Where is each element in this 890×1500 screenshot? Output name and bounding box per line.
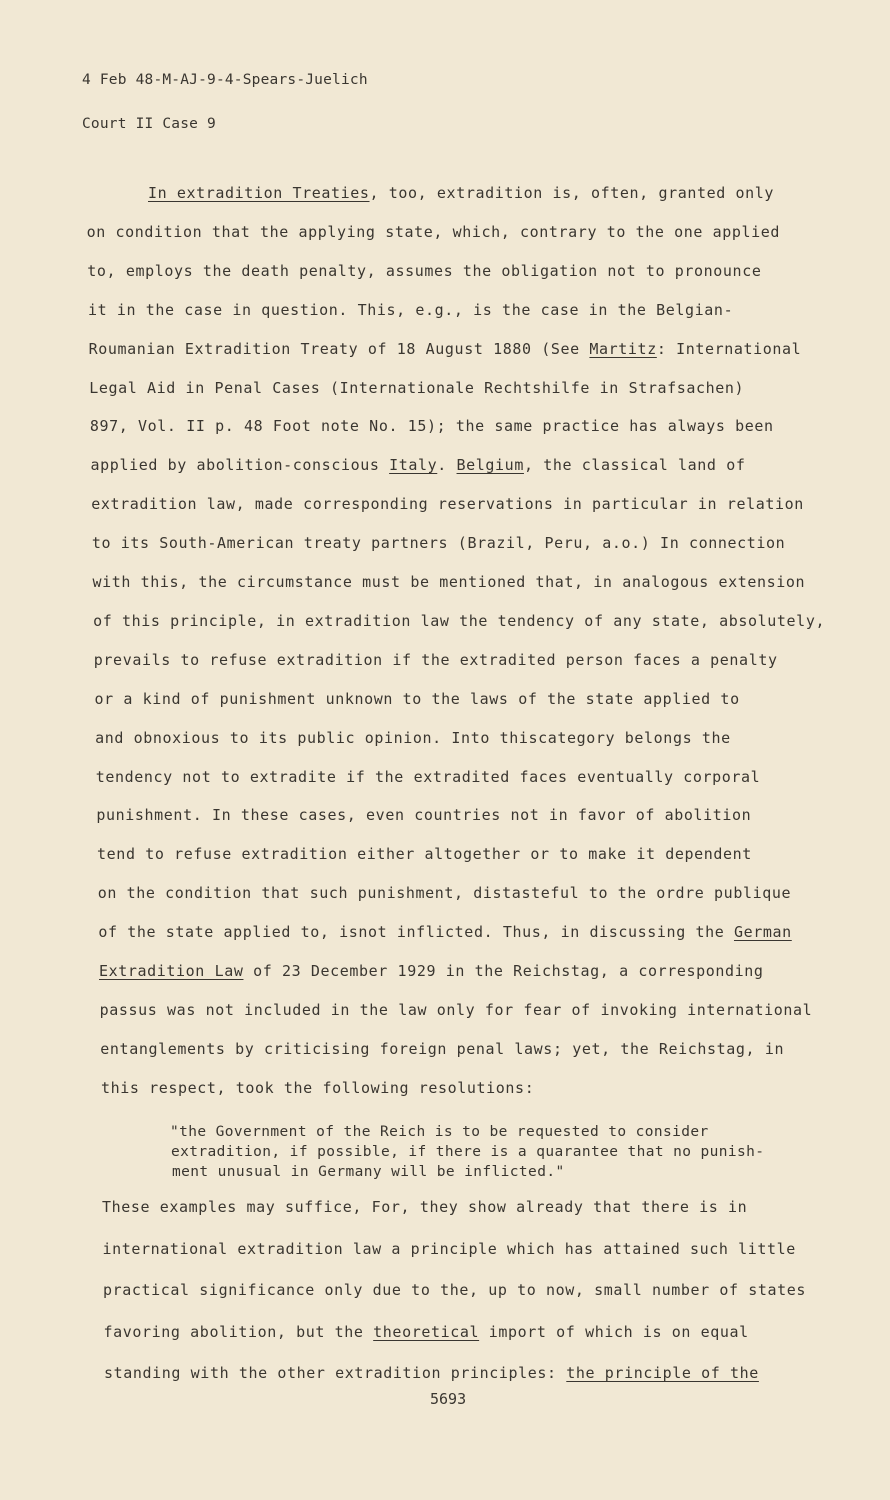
text-segment: extradition law, made corresponding reservations in particular in relation: [91, 495, 804, 514]
text-segment: , too, extradition is, often, granted only: [369, 184, 775, 202]
underlined-text: the principle of the: [566, 1364, 759, 1382]
text-segment: Legal Aid in Penal Cases (Internationale Rechtshilfe in Strafsachen): [89, 378, 745, 397]
text-segment: to, employs the death penalty, assumes the obligation not to pronounce: [87, 261, 762, 280]
text-segment: of 23 December 1929 in the Reichstag, a corresponding: [243, 962, 764, 980]
text-segment: of the state applied to, isnot inflicted. Thus, in discussing the: [98, 923, 734, 942]
text-line: [98, 923, 791, 941]
text-line: [88, 301, 733, 319]
text-segment: tendency not to extradite if the extradited faces eventually corporal: [95, 767, 761, 786]
text-segment: tend to refuse extradition either altogether or to make it dependent: [97, 845, 752, 864]
text-line: [93, 612, 825, 630]
text-segment: international extradition law a principle which has attained such little: [102, 1239, 796, 1258]
text-line: [95, 729, 731, 747]
text-segment: practical significance only due to the, up to now, small number of states: [103, 1281, 807, 1299]
text-segment: favoring abolition, but the: [103, 1322, 374, 1341]
text-line: [91, 495, 804, 513]
text-line: [103, 1240, 796, 1258]
text-segment: Roumanian Extradition Treaty of 18 August 1880 (See: [88, 339, 590, 358]
text-segment: this respect, took the following resolutions:: [100, 1078, 535, 1097]
text-segment: of this principle, in extradition law the tendency of any state, absolutely,: [93, 611, 826, 630]
text-line: [148, 184, 774, 202]
quote-line: "the Government of the Reich is to be requested to consider: [170, 1124, 709, 1140]
text-segment: standing with the other extradition principles:: [104, 1364, 567, 1382]
text-segment: These examples may suffice, For, they show already that there is in: [102, 1198, 748, 1216]
text-line: [92, 534, 785, 552]
court-case-label: Court II Case 9: [82, 116, 216, 132]
page-number: 5693: [430, 1390, 467, 1408]
quote-line: extradition, if possible, if there is a quarantee that no punish-: [171, 1144, 765, 1160]
text-segment: , the classical land of: [523, 456, 746, 475]
text-line: [100, 1001, 813, 1019]
text-segment: it in the case in question. This, e.g., is the case in the Belgian-: [87, 300, 734, 319]
text-line: [94, 651, 778, 669]
text-line: [103, 1281, 806, 1299]
text-line: [104, 1364, 759, 1382]
text-line: [93, 573, 806, 591]
text-line: [97, 845, 752, 863]
text-line: [100, 1040, 784, 1058]
text-line: [96, 806, 751, 824]
text-segment: on condition that the applying state, which, contrary to the one applied: [86, 222, 781, 241]
text-segment: : International: [656, 339, 802, 358]
text-line: [90, 417, 774, 435]
text-segment: with this, the circumstance must be mentioned that, in analogous extension: [92, 573, 806, 591]
underlined-text: German: [733, 923, 792, 942]
underlined-text: Italy: [389, 456, 438, 475]
text-line: [99, 962, 764, 980]
text-segment: or a kind of punishment unknown to the laws of the state applied to: [94, 689, 740, 708]
document-reference: 4 Feb 48-M-AJ-9-4-Spears-Juelich: [82, 72, 368, 88]
underlined-text: Extradition Law: [99, 962, 244, 980]
underlined-text: In extradition Treaties: [148, 184, 370, 202]
text-segment: and obnoxious to its public opinion. Into thiscategory belongs the: [95, 728, 731, 747]
text-segment: to its South-American treaty partners (Brazil, Peru, a.o.) In connection: [91, 534, 786, 553]
underlined-text: Martitz: [589, 339, 657, 358]
text-line: [89, 379, 744, 397]
text-line: [98, 884, 791, 902]
underlined-text: Belgium: [456, 456, 524, 475]
text-line: [102, 1198, 747, 1216]
text-segment: import of which is on equal: [479, 1322, 749, 1341]
text-line: [94, 690, 739, 708]
text-line: [87, 223, 780, 241]
underlined-text: theoretical: [373, 1322, 480, 1341]
text-segment: passus was not included in the law only for fear of invoking international: [99, 1000, 813, 1019]
text-segment: applied by abolition-conscious: [90, 456, 390, 475]
text-line: [87, 262, 761, 280]
quote-line: ment unusual in Germany will be inflicted.": [172, 1164, 565, 1180]
text-segment: prevails to refuse extradition if the extradited person faces a penalty: [93, 650, 778, 669]
text-line: [104, 1323, 749, 1341]
text-line: [101, 1079, 534, 1097]
text-line: [89, 340, 802, 358]
text-line: [91, 456, 746, 474]
text-segment: 897, Vol. II p. 48 Foot note No. 15); the same practice has always been: [89, 417, 774, 436]
text-segment: entanglements by criticising foreign penal laws; yet, the Reichstag, in: [100, 1039, 785, 1058]
text-line: [96, 768, 761, 786]
text-segment: on the condition that such punishment, distasteful to the ordre publique: [97, 884, 792, 903]
text-segment: .: [437, 456, 457, 475]
text-segment: punishment. In these cases, even countries not in favor of abolition: [96, 806, 752, 825]
